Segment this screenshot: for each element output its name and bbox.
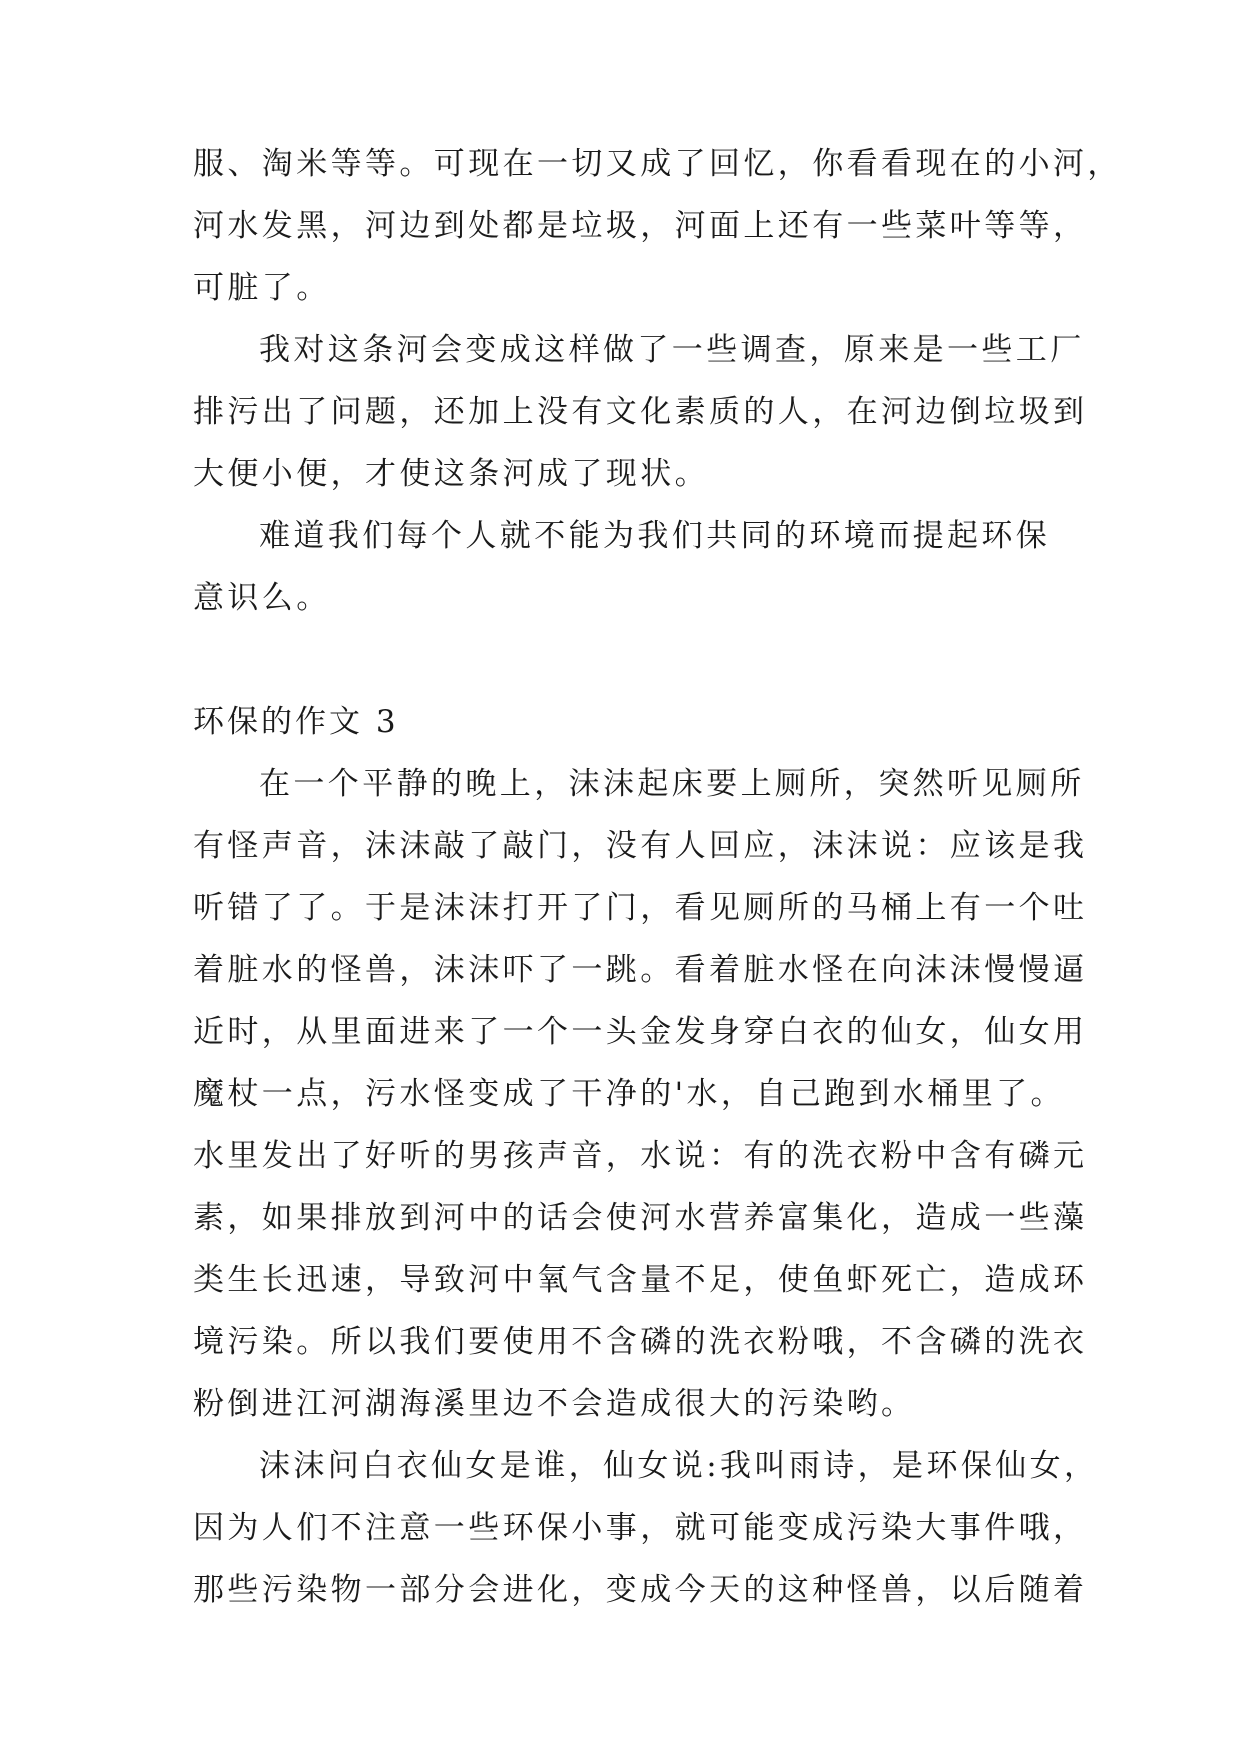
text-line: 类生长迅速，导致河中氧气含量不足，使鱼虾死亡，造成环: [193, 1262, 1088, 1298]
text-line: 魔杖一点，污水怪变成了干净的'水，自己跑到水桶里了。: [193, 1076, 1065, 1112]
paragraph-2: [193, 319, 1088, 505]
text-line: 有怪声音，沫沫敲了敲门，没有人回应，沫沫说：应该是我: [193, 828, 1088, 864]
text-line: 水里发出了好听的男孩声音，水说：有的洗衣粉中含有磷元: [193, 1138, 1088, 1174]
text-line: 着脏水的怪兽，沫沫吓了一跳。看着脏水怪在向沫沫慢慢逼: [193, 952, 1088, 988]
text-line: 在一个平静的晚上，沫沫起床要上厕所，突然听见厕所: [259, 766, 1085, 802]
text-line: 河水发黑，河边到处都是垃圾，河面上还有一些菜叶等等，: [193, 208, 1088, 244]
text-line: 境污染。所以我们要使用不含磷的洗衣粉哦，不含磷的洗衣: [193, 1324, 1088, 1360]
text-line: 难道我们每个人就不能为我们共同的环境而提起环保: [259, 518, 1051, 554]
text-line: 那些污染物一部分会进化，变成今天的这种怪兽，以后随着: [193, 1572, 1088, 1608]
text-line: 意识么。: [193, 580, 331, 616]
blank-line: [193, 629, 1073, 691]
text-line: 大便小便，才使这条河成了现状。: [193, 456, 709, 492]
paragraph-3: [193, 505, 1073, 629]
section-title: 环保的作文 3: [193, 704, 399, 740]
text-line: 因为人们不注意一些环保小事，就可能变成污染大事件哦，: [193, 1510, 1088, 1546]
section-paragraph-1: [193, 753, 1088, 1435]
text-line: 我对这条河会变成这样做了一些调查，原来是一些工厂: [259, 332, 1085, 368]
section-paragraph-2: [193, 1435, 1099, 1621]
text-line: 可脏了。: [193, 270, 331, 306]
text-line: 服、淘米等等。可现在一切又成了回忆，你看看现在的小河，: [193, 146, 1122, 182]
text-line: 排污出了问题，还加上没有文化素质的人，在河边倒垃圾到: [193, 394, 1088, 430]
paragraph-1: [193, 133, 1122, 319]
document-body: [193, 133, 1122, 1621]
text-line: 沫沫问白衣仙女是谁，仙女说:我叫雨诗，是环保仙女，: [259, 1448, 1099, 1484]
text-line: 素，如果排放到河中的话会使河水营养富集化，造成一些藻: [193, 1200, 1088, 1236]
text-line: 听错了了。于是沫沫打开了门，看见厕所的马桶上有一个吐: [193, 890, 1088, 926]
text-line: 粉倒进江河湖海溪里边不会造成很大的污染哟。: [193, 1386, 916, 1422]
text-line: 近时，从里面进来了一个一头金发身穿白衣的仙女，仙女用: [193, 1014, 1088, 1050]
